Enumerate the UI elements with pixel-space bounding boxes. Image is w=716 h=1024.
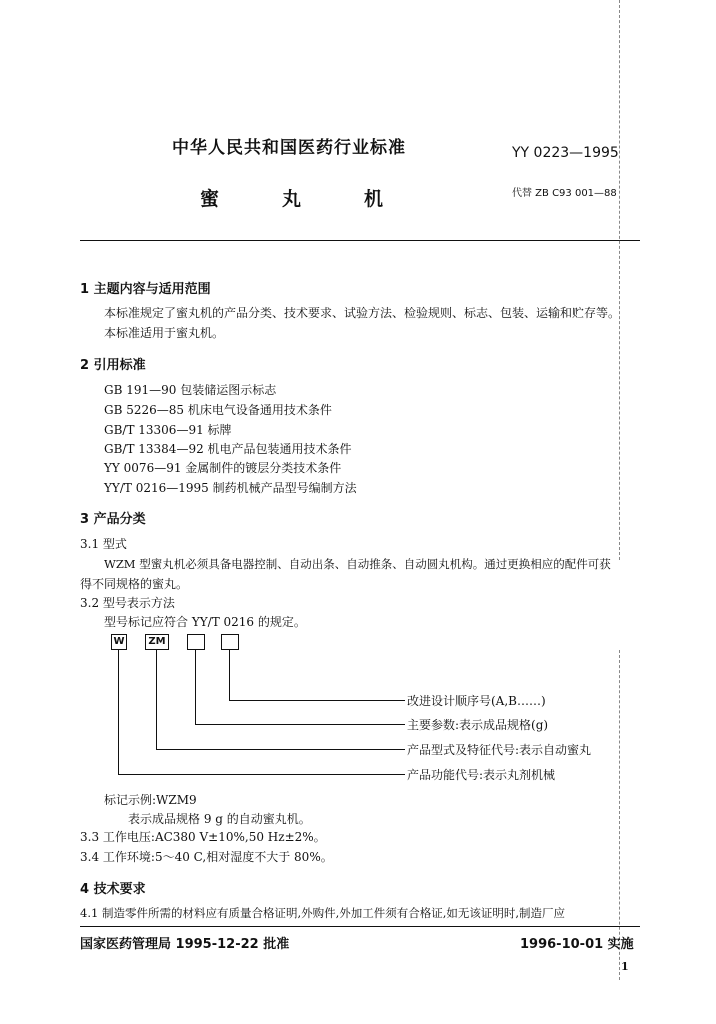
- section-3-2-text: 型号标记应符合 YY/T 0216 的规定。: [104, 615, 306, 629]
- section-1-paragraph-1: 本标准规定了蜜丸机的产品分类、技术要求、试验方法、检验规则、标志、包装、运输和贮存等。: [104, 306, 621, 320]
- diagram-leader-line: [195, 724, 405, 725]
- diagram-leader-line: [156, 749, 405, 750]
- section-3-heading: 3 产品分类: [80, 512, 146, 527]
- footer-rule: [80, 926, 640, 927]
- header-replaces: 代替 ZB C93 001—88: [512, 188, 617, 199]
- footer-issued: 国家医药管理局 1995-12-22 批准: [80, 937, 290, 952]
- section-1-paragraph-2: 本标准适用于蜜丸机。: [104, 326, 225, 340]
- section-3-1-text-line-1: WZM 型蜜丸机必须具备电器控制、自动出条、自动推条、自动圆丸机构。通过更换相应的配件可获: [104, 557, 611, 571]
- header-product-name-3: 机: [364, 188, 384, 210]
- section-4-heading: 4 技术要求: [80, 882, 146, 897]
- model-code-box-param: [187, 634, 205, 650]
- diagram-label-parameter: 主要参数:表示成品规格(g): [407, 718, 549, 732]
- reference-item: YY 0076—91 金属制件的镀层分类技术条件: [104, 461, 342, 475]
- marking-example: 标记示例:WZM9: [104, 793, 197, 807]
- diagram-leader-line: [156, 650, 157, 749]
- scan-dashed-line-bottom: [619, 650, 620, 980]
- section-3-2-heading: 3.2 型号表示方法: [80, 596, 175, 610]
- diagram-leader-line: [118, 774, 405, 775]
- header-standard-code: YY 0223—1995: [512, 145, 619, 161]
- diagram-leader-line: [195, 650, 196, 724]
- diagram-label-type: 产品型式及特征代号:表示自动蜜丸: [407, 743, 592, 757]
- header-standard-body: 中华人民共和国医药行业标准: [172, 138, 406, 158]
- section-3-1-text-line-2: 得不同规格的蜜丸。: [80, 577, 189, 591]
- header-product-name-1: 蜜: [200, 188, 220, 210]
- diagram-label-revision: 改进设计顺序号(A,B……): [407, 694, 546, 708]
- section-4-1-text: 4.1 制造零件所需的材料应有质量合格证明,外购件,外加工件须有合格证,如无该证明时,制造厂应: [80, 906, 566, 920]
- reference-item: GB/T 13306—91 标牌: [104, 423, 232, 437]
- reference-item: GB/T 13384—92 机电产品包装通用技术条件: [104, 442, 352, 456]
- scan-dashed-line-top: [619, 0, 620, 560]
- page-number: 1: [621, 960, 629, 973]
- reference-item: GB 191—90 包装储运图示标志: [104, 383, 277, 397]
- marking-example-description: 表示成品规格 9 g 的自动蜜丸机。: [128, 812, 311, 826]
- section-3-3: 3.3 工作电压:AC380 V±10%,50 Hz±2%。: [80, 830, 326, 844]
- section-2-heading: 2 引用标准: [80, 358, 146, 373]
- header-product-name-2: 丸: [282, 188, 302, 210]
- model-code-box-w: W: [111, 634, 127, 650]
- diagram-leader-line: [229, 650, 230, 700]
- diagram-leader-line: [229, 700, 405, 701]
- section-1-heading: 1 主题内容与适用范围: [80, 282, 211, 297]
- section-3-4: 3.4 工作环境:5～40 C,相对湿度不大于 80%。: [80, 850, 333, 864]
- reference-item: GB 5226—85 机床电气设备通用技术条件: [104, 403, 332, 417]
- section-3-1-heading: 3.1 型式: [80, 537, 127, 551]
- model-code-box-zm: ZM: [145, 634, 169, 650]
- diagram-label-function: 产品功能代号:表示丸剂机械: [407, 768, 556, 782]
- model-code-box-revision: [221, 634, 239, 650]
- footer-effective: 1996-10-01 实施: [520, 937, 634, 952]
- diagram-leader-line: [118, 650, 119, 774]
- reference-item: YY/T 0216—1995 制药机械产品型号编制方法: [104, 481, 357, 495]
- header-rule: [80, 240, 640, 241]
